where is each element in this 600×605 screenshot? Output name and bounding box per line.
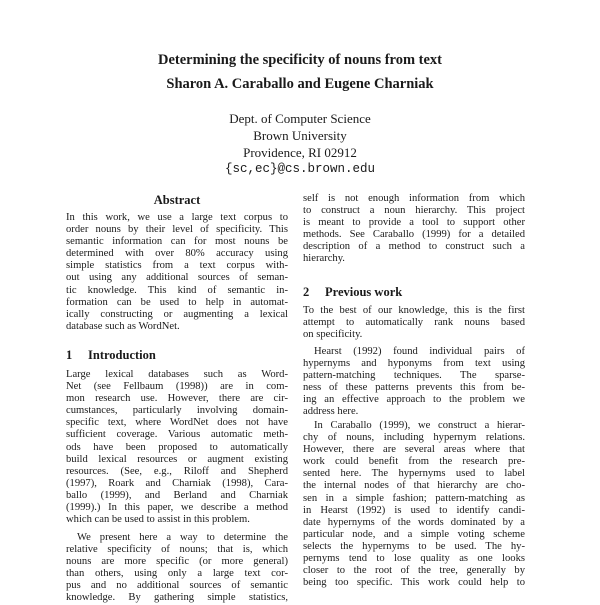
intro-body-2 — [66, 532, 288, 605]
body-line: to construct a noun hierarchy. This project — [303, 205, 525, 217]
abstract-line: formation can be used to help in automat- — [66, 296, 288, 308]
body-line: is meant to provide a tool to support other — [303, 217, 525, 229]
affiliation-email: {sc,ec}@cs.brown.edu — [224, 162, 376, 176]
intro-line: specific text, where WordNet does not have — [66, 417, 288, 429]
body-line: ing an effective approach to the problem we — [303, 394, 525, 406]
body-line: In Caraballo (1999), we construct a hierar- — [314, 420, 525, 431]
intro-line: than others, using only a large text cor- — [66, 568, 288, 580]
body-line: in Hearst (1992) is used to identify candi- — [303, 504, 525, 516]
body-line: methods. See Caraballo (1999) for a detailed — [303, 229, 525, 241]
section-heading-intro — [66, 348, 156, 363]
paper-authors: Sharon A. Caraballo and Eugene Charniak — [166, 76, 434, 92]
abstract-line: order nouns by their level of specificity. This — [66, 224, 288, 236]
abstract-line: semantic information can for most nouns be — [66, 236, 288, 248]
abstract-body — [66, 212, 288, 333]
abstract-line: database such as WordNet. — [66, 320, 180, 332]
body-line: particular node, and a simple voting scheme — [303, 528, 525, 540]
intro-line: ballo (1999), and Berland and Charniak — [66, 489, 288, 501]
affiliation-dept: Dept. of Computer Science — [229, 111, 371, 126]
intro-line: cumstances, particularly involving domain- — [66, 405, 288, 417]
body-line: sen in a simple fashion; pattern-matching as — [303, 492, 525, 504]
intro-line: mon research use. However, there are cir- — [66, 393, 288, 405]
body-line: However, there are several areas where that — [303, 444, 525, 456]
body-line: Hearst (1992) found individual pairs of — [314, 346, 525, 357]
body-line: work could benefit from the research pre- — [303, 456, 525, 468]
intro-body — [66, 369, 288, 526]
body-line: sented here. The hypernyms used to label — [303, 468, 525, 480]
intro-line: relative specificity of nouns; that is, which — [66, 544, 288, 556]
right-top-body — [303, 193, 525, 266]
intro-line: knowledge. By gathering simple statistics, — [66, 592, 288, 604]
affiliation-univ: Brown University — [253, 128, 347, 143]
body-line: pernyms tend to lose quality as one looks — [303, 553, 525, 565]
body-line: the internal nodes of that hierarchy are cho- — [303, 480, 525, 492]
intro-line: nouns are more specific (or more general) — [66, 556, 288, 568]
body-line: ness of these patterns prevents this from be- — [303, 382, 525, 394]
intro-line: build lexical resources or augment existing — [66, 453, 288, 465]
previous-p1 — [303, 305, 525, 341]
paper-title: Determining the specificity of nouns from text — [157, 52, 443, 68]
previous-p2 — [303, 346, 525, 419]
abstract-line: tic knowledge. This kind of semantic in- — [66, 284, 288, 296]
intro-line: pus and no additional sources of semantic — [66, 580, 288, 592]
section-number: 1 — [66, 348, 73, 362]
section-number: 2 — [303, 285, 310, 299]
abstract-line: In this work, we use a large text corpus to — [66, 212, 288, 223]
body-line: closer to the root of the tree, generally by — [303, 565, 525, 577]
intro-line: Net (see Fellbaum (1998)) are in com- — [66, 381, 288, 393]
body-line: date hypernyms of the words dominated by a — [303, 516, 525, 528]
body-line: attempt to automatically rank nouns based — [303, 317, 525, 329]
intro-line: (1997), Roark and Charniak (1998), Cara- — [66, 477, 288, 489]
section-title: Previous work — [325, 285, 403, 299]
abstract-line: simple statistics from a text corpus with- — [66, 260, 288, 272]
intro-line: ods have been proposed to automatically — [66, 441, 288, 453]
body-line: being too specific. This work could help to — [303, 577, 525, 589]
affiliation-city: Providence, RI 02912 — [243, 145, 357, 160]
abstract-line: ically constructing or augmenting a lexical — [66, 308, 288, 320]
intro-line: (1999).) In this paper, we describe a method — [66, 502, 288, 514]
body-line: hypernyms and hyponyms from text using — [303, 358, 525, 370]
body-line: To the best of our knowledge, this is the first — [303, 305, 525, 316]
body-line: chy of nouns, including hypernym relations. — [303, 432, 525, 444]
body-line: hierarchy. — [303, 253, 345, 265]
section-heading-previous — [303, 285, 402, 300]
intro-line: resources. (See, e.g., Riloff and Shepherd — [66, 465, 288, 477]
body-line: description of a method to construct such a — [303, 241, 525, 253]
body-line: self is not enough information from which — [303, 193, 525, 204]
intro-line: We present here a way to determine the — [77, 532, 288, 543]
body-line: pattern-matching techniques. The sparse- — [303, 370, 525, 382]
abstract-line: determined with over 80% accuracy using — [66, 248, 288, 260]
intro-line: which can be used to assist in this problem. — [66, 514, 250, 526]
body-line: selects the hypernyms to be used. The hy- — [303, 540, 525, 552]
intro-line: sufficient coverage. Various automatic meth- — [66, 429, 288, 441]
intro-line: Large lexical databases such as Word- — [66, 369, 288, 380]
abstract-line: out using any additional sources of seman- — [66, 272, 288, 284]
body-line: address here. — [303, 406, 359, 418]
previous-p3 — [303, 420, 525, 589]
affiliation — [0, 110, 600, 178]
abstract-heading: Abstract — [153, 193, 201, 207]
body-line: on specificity. — [303, 329, 363, 341]
section-title: Introduction — [88, 348, 156, 362]
